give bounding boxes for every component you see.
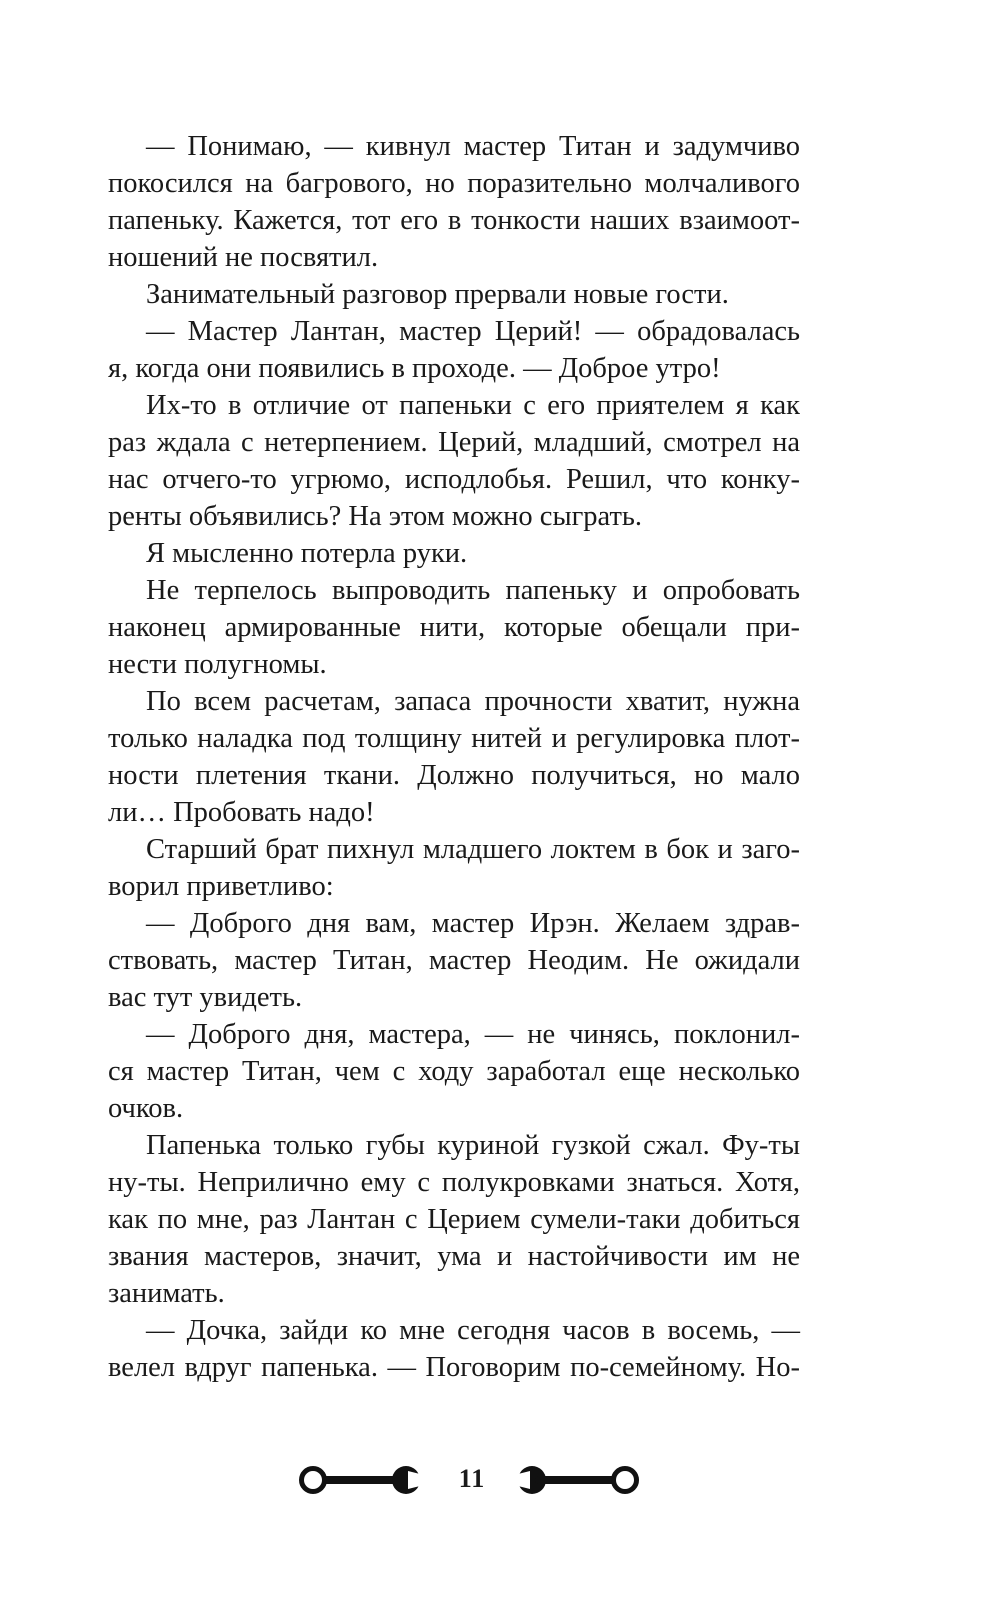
- text-line: Старший брат пихнул младшего локтем в бок и заго-: [146, 834, 800, 865]
- text-line: нести полугномы.: [108, 649, 327, 680]
- text-line: ну-ты. Неприлично ему с полукровками знаться. Хотя,: [108, 1167, 800, 1198]
- text-line: — Мастер Лантан, мастер Церий! — обрадовалась: [146, 316, 800, 347]
- text-line: ворил приветливо:: [108, 871, 334, 902]
- text-line: как по мне, раз Лантан с Церием сумели-таки добиться: [108, 1204, 800, 1235]
- text-line: ли… Пробовать надо!: [108, 797, 375, 828]
- text-line: Папенька только губы куриной гузкой сжал. Фу-ты: [146, 1130, 800, 1161]
- text-line: занимать.: [108, 1278, 225, 1309]
- text-line: — Доброго дня, мастера, — не чинясь, поклонил-: [146, 1019, 800, 1050]
- wrench-icon: [514, 1463, 642, 1497]
- wrench-icon: [296, 1463, 424, 1497]
- text-line: я, когда они появились в проходе. — Доброе утро!: [108, 353, 721, 384]
- text-line: По всем расчетам, запаса прочности хватит, нужна: [146, 686, 800, 717]
- text-line: вас тут увидеть.: [108, 982, 303, 1013]
- text-line: ренты объявились? На этом можно сыграть.: [108, 501, 643, 532]
- text-line: Не терпелось выпроводить папеньку и опробовать: [146, 575, 800, 606]
- text-line: раз ждала с нетерпением. Церий, младший, смотрел на: [108, 427, 800, 458]
- text-line: ствовать, мастер Титан, мастер Неодим. Не ожидали: [108, 945, 800, 976]
- text-line: нас отчего-то угрюмо, исподлобья. Решил, что конку-: [108, 464, 800, 495]
- text-line: папеньку. Кажется, тот его в тонкости наших взаимоот-: [108, 205, 800, 236]
- text-line: Занимательный разговор прервали новые гости.: [146, 279, 729, 310]
- page-footer: [0, 1454, 1000, 1504]
- text-line: ношений не посвятил.: [108, 242, 379, 273]
- text-line: Их-то в отличие от папеньки с его приятелем я как: [146, 390, 800, 421]
- text-line: — Дочка, зайди ко мне сегодня часов в восемь, —: [146, 1315, 800, 1346]
- text-line: наконец армированные нити, которые обещали при-: [108, 612, 800, 643]
- text-line: очков.: [108, 1093, 184, 1124]
- text-line: ся мастер Титан, чем с ходу заработал еще несколько: [108, 1056, 800, 1087]
- text-line: звания мастеров, значит, ума и настойчивости им не: [108, 1241, 800, 1272]
- text-line: ности плетения ткани. Должно получиться, но мало: [108, 760, 800, 791]
- page-number: 11: [458, 1464, 486, 1493]
- text-line: Я мысленно потерла руки.: [146, 538, 468, 569]
- body-text: [108, 128, 800, 1386]
- text-line: покосился на багрового, но поразительно молчаливого: [108, 168, 800, 199]
- text-line: только наладка под толщину нитей и регулировка плот-: [108, 723, 800, 754]
- text-line: велел вдруг папенька. — Поговорим по-семейному. Но-: [108, 1352, 800, 1383]
- text-line: — Доброго дня вам, мастер Ирэн. Желаем здрав-: [146, 908, 800, 939]
- text-line: — Понимаю, — кивнул мастер Титан и задумчиво: [146, 131, 800, 162]
